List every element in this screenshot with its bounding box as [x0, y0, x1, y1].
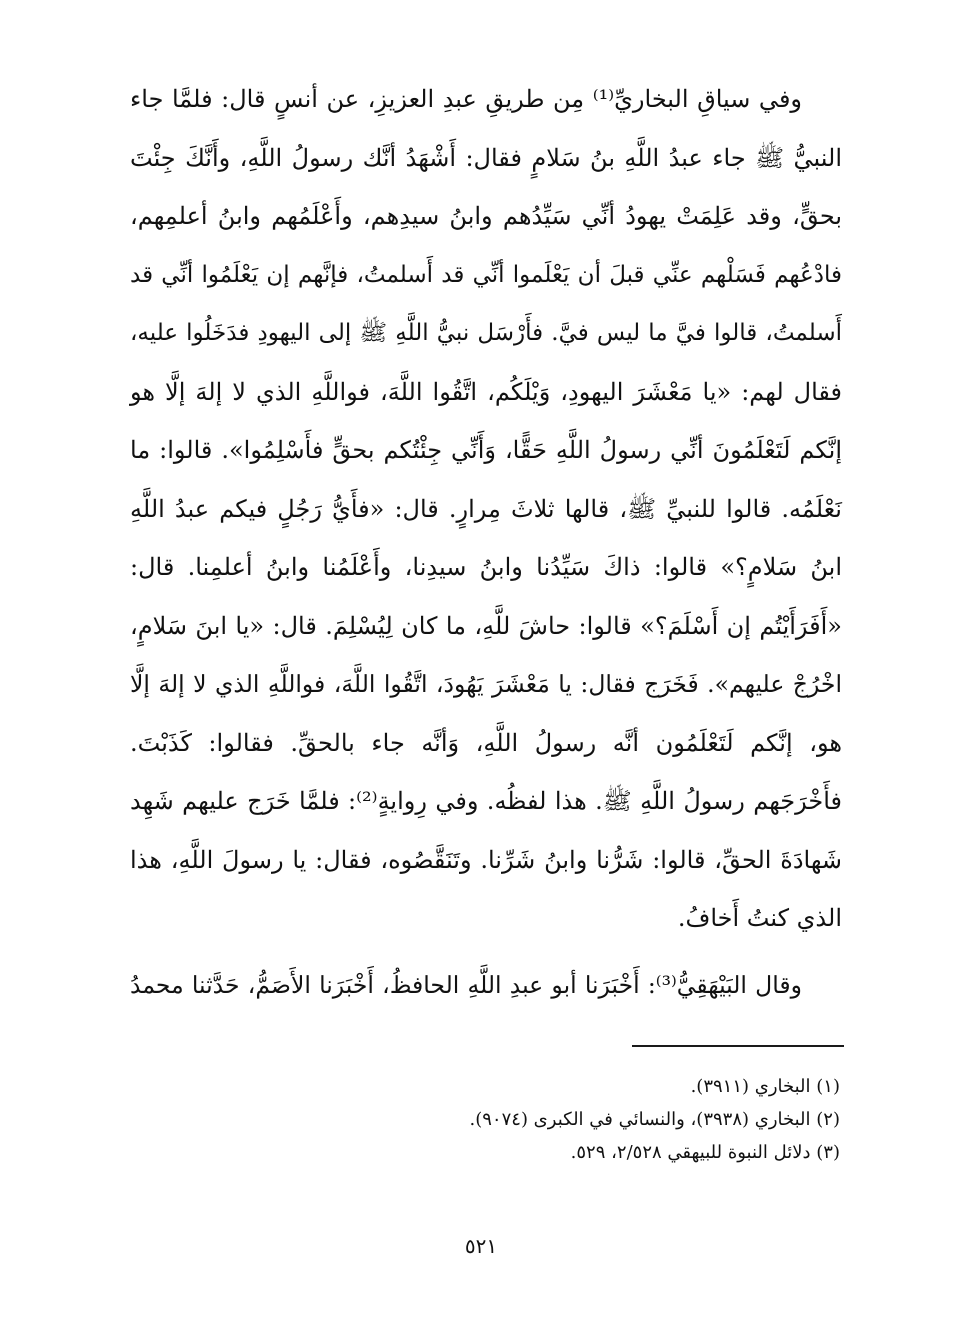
footnote-2: (٢) البخاري (٣٩٣٨)، والنسائي في الكبرى (٩٠٧٤). [469, 1109, 840, 1130]
text-line: وفي سياقِ البخاريِّ⁽¹⁾ مِن طريقِ عبدِ العزيزِ، عن أنسٍ قال: فلمَّا جاء [130, 85, 803, 113]
text-line: أَسلمتُ، قالوا فيَّ ما ليس فيَّ. فأَرْسَل نبيُّ اللَّهِ ﷺ إلى اليهودِ فدَخَلُوا عليه، [130, 320, 842, 346]
text-line: بحقٍّ، وقد عَلِمَتْ يهودُ أنِّي سَيِّدُهم وابنُ سيدِهم، وأَعْلَمُهم وابنُ أعلمِهم، [130, 202, 842, 230]
text-line: «أَفَرَأَيْتُم إن أَسْلَمَ؟» قالوا: حاشَ للَّهِ، ما كان لِيُسْلِمَ. قال: «يا ابنَ سَلامٍ، [130, 611, 842, 640]
text-line: الذي كنتُ أَخافُ. [677, 904, 842, 932]
text-line: شَهادَةَ الحقِّ، قالوا: شَرُّنا وابنُ شَرِّنا. وتَنَقَّصُوه، فقال: يا رسولَ اللَّهِ، هذا [130, 845, 842, 874]
text-line: فقال لهم: «يا مَعْشَرَ اليهودِ، وَيْلَكُم، اتَّقُوا اللَّهَ، فواللَّهِ الذي لا إلهَ إلَّا هو [130, 377, 842, 406]
text-line: النبيُّ ﷺ جاء عبدُ اللَّهِ بنُ سَلامٍ فقال: أَشْهَدُ أنَّك رسولُ اللَّهِ، وأَنَّكَ جِئْتَ [130, 143, 842, 172]
footnote-1: (١) البخاري (٣٩١١). [690, 1076, 840, 1097]
text-line: فأَخْرَجَهم رسولُ اللَّهِ ﷺ. هذا لفظُه. وفي رِوايةٍ⁽²⁾: فلمَّا خَرَج عليهم شَهِد [130, 787, 843, 815]
text-line: نَعْلَمُه. قالوا للنبيِّ ﷺ، قالها ثلاثَ مِرارٍ. قال: «فأَيُّ رَجُلٍ فيكم عبدُ اللَّهِ [130, 494, 842, 523]
text-line: فادْعُهم فَسَلْهم عنِّي قبلَ أن يَعْلَموا أنِّي قد أَسلمتُ، فإنَّهم إن يَعْلَمُوا أنِّي قد [130, 261, 842, 288]
second-paragraph-line: وقال البَيْهَقِيُّ⁽³⁾: أَخْبَرَنا أبو عبدِ اللَّهِ الحافظُ، أَخْبَرَنا الأَصَمُّ، حَدَّثنا محمدُ [130, 970, 802, 999]
paragraph-gap [130, 948, 842, 956]
text-line: إنَّكم لَتَعْلَمُونَ أنِّي رسولُ اللَّهِ حَقًّا، وَأَنِّي جِئْتُكم بحقٍّ فأَسْلِمُوا». قالوا: ما [130, 436, 842, 464]
footnotes [380, 1070, 840, 1169]
footnote-3: (٣) دلائل النبوة للبيهقي ٢/٥٢٨، ٥٢٩. [570, 1142, 840, 1163]
page-number: ٥٢١ [464, 1234, 498, 1258]
main-text [130, 70, 842, 1014]
text-line: ابنُ سَلامٍ؟» قالوا: ذاكَ سَيِّدُنا وابنُ سيدِنا، وأَعْلَمُنا وابنُ أعلمِنا. قال: [130, 553, 842, 581]
footnote-divider [632, 1045, 844, 1047]
text-line: هو، إنَّكم لَتَعْلَمُون أنَّه رسولُ اللَّهِ، وَأنَّه جاء بالحقِّ. فقالوا: كَذَبْتَ. [130, 728, 842, 757]
text-line: اخْرُجْ عليهم». فَخَرَج فقال: يا مَعْشَرَ يَهُودَ، اتَّقُوا اللَّهَ، فواللَّهِ الذي لا إلهَ إلَّا [130, 670, 842, 698]
